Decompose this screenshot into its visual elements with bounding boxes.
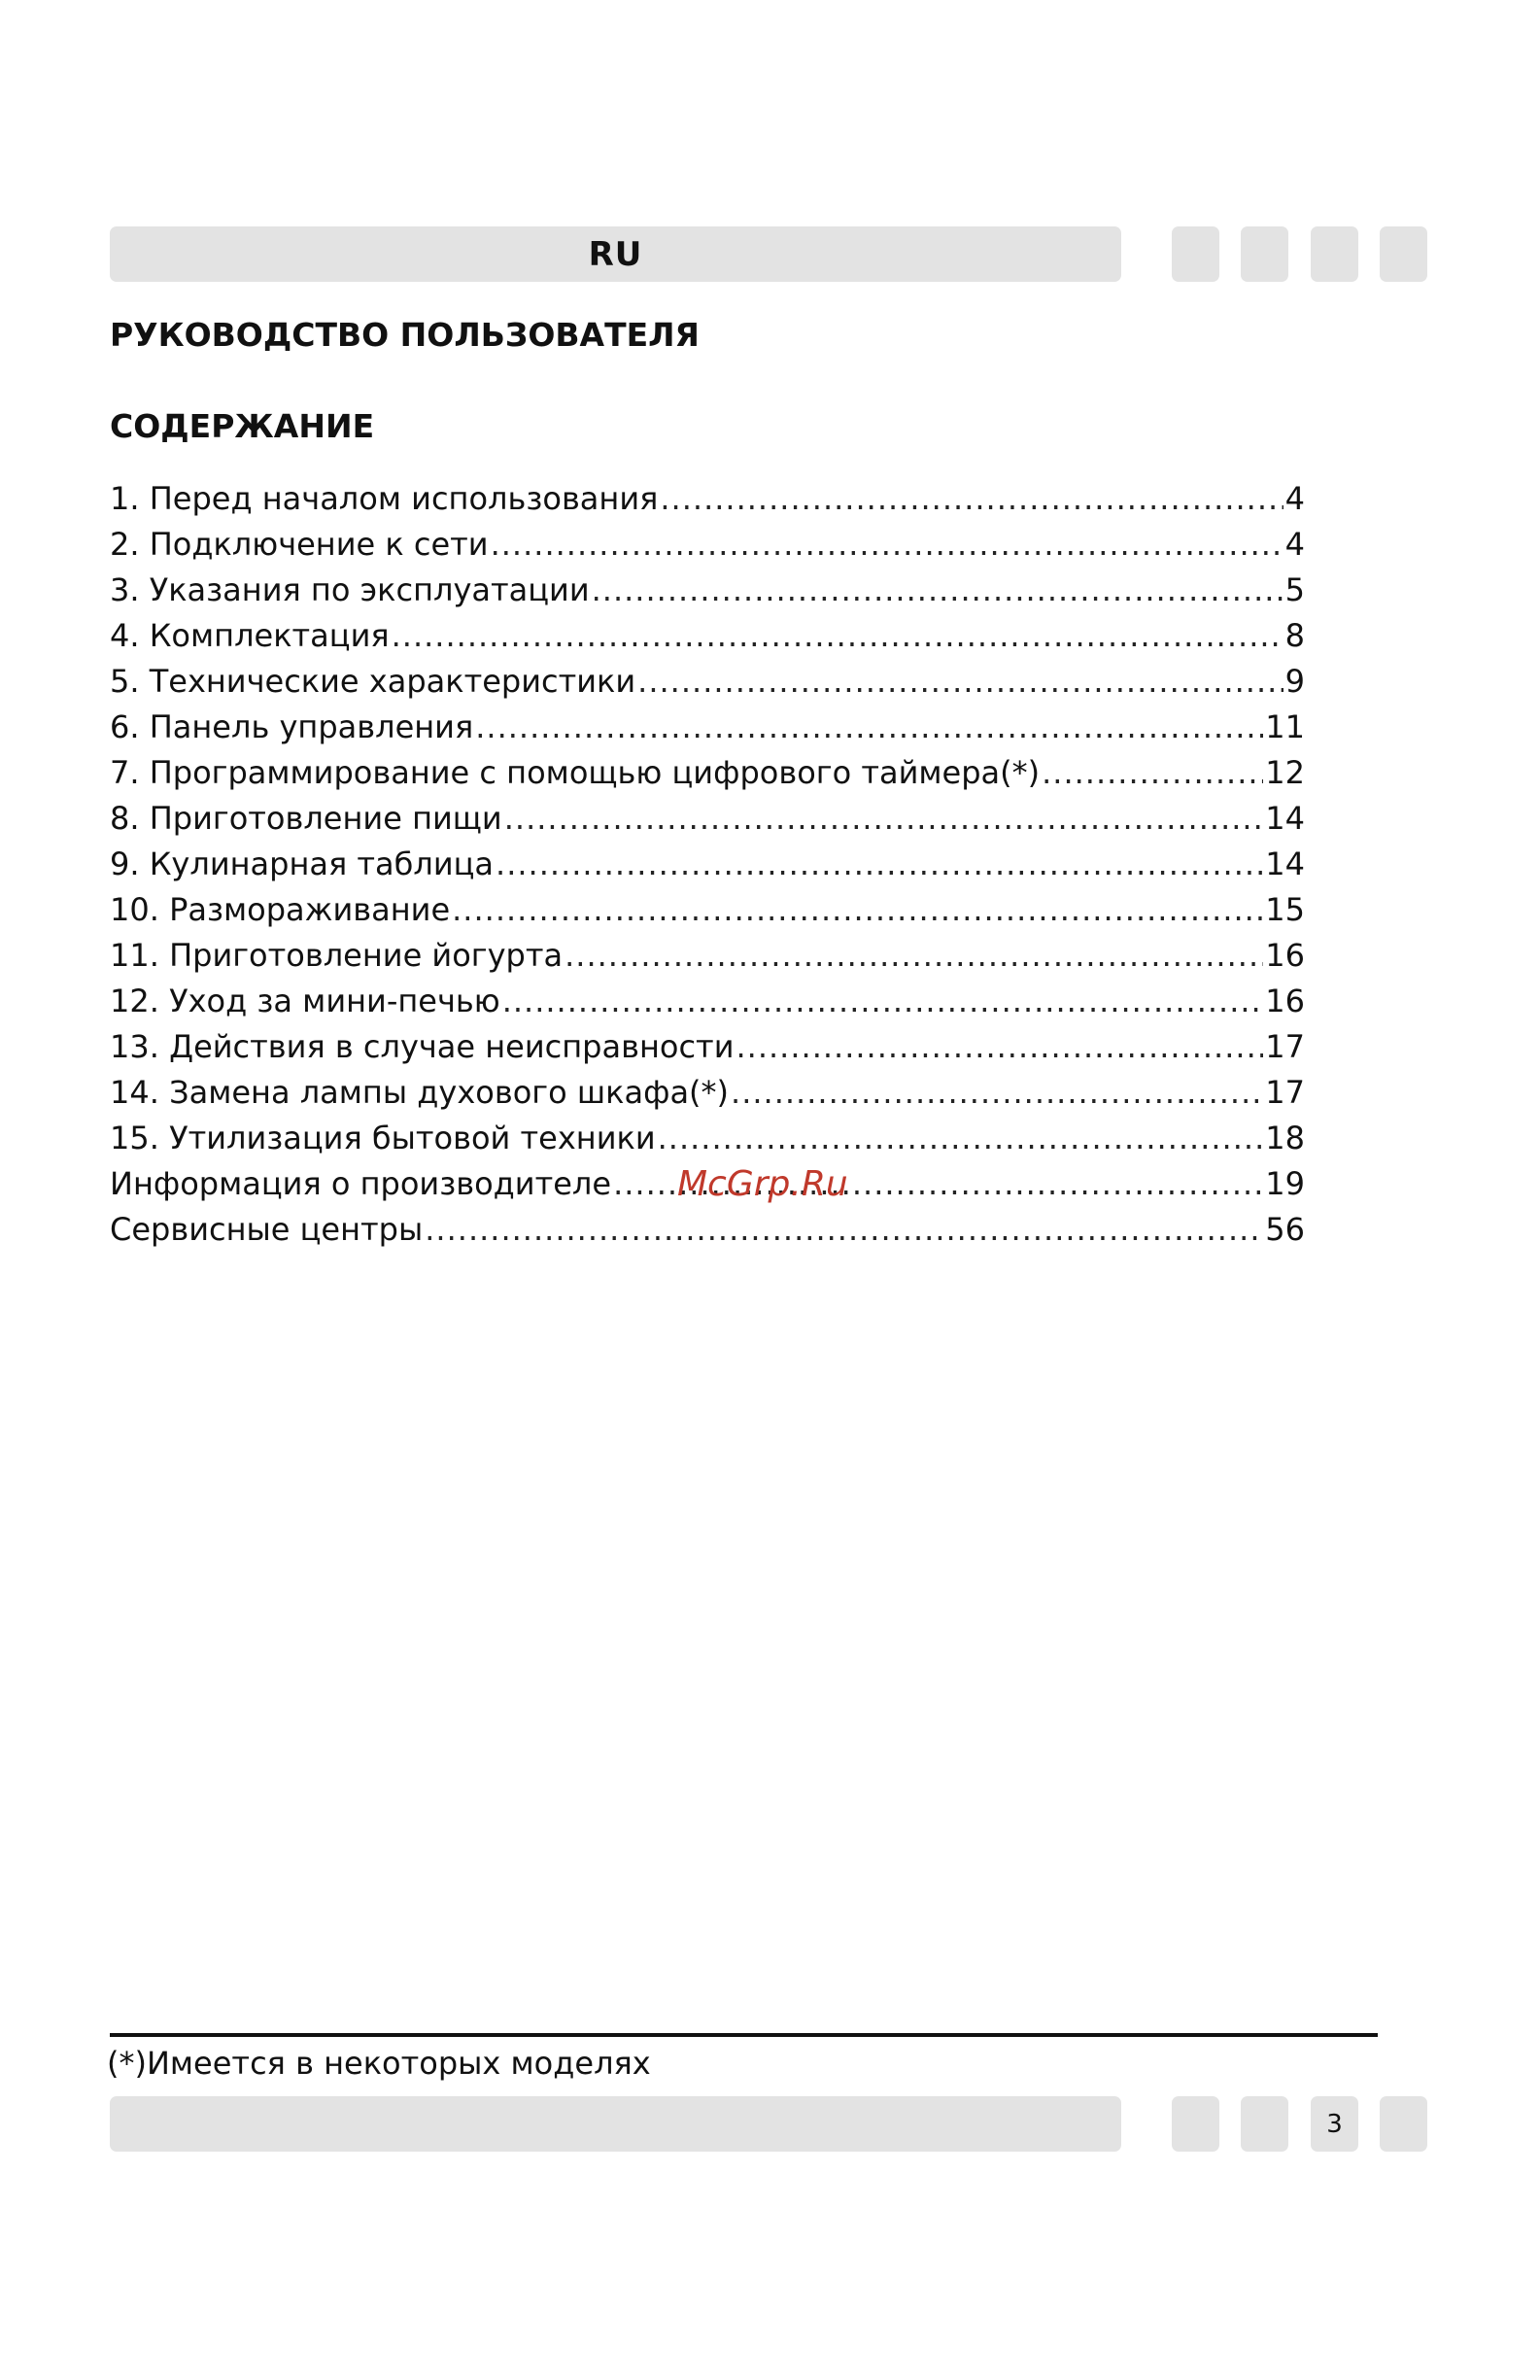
toc-entry-label: 12. Уход за мини-печью	[110, 983, 500, 1019]
toc-entry	[110, 522, 1305, 568]
footer-tab-4	[1380, 2096, 1427, 2152]
toc-entry-label: Сервисные центры	[110, 1211, 424, 1248]
toc-entry-label: 8. Приготовление пищи	[110, 800, 502, 837]
footer-page-number-box	[1311, 2096, 1358, 2152]
toc-entry-label: 14. Замена лампы духового шкафа(*)	[110, 1074, 730, 1111]
toc-entry	[110, 796, 1305, 842]
toc-entry-page: 17	[1265, 1028, 1305, 1065]
toc-leader-dots	[491, 522, 1283, 568]
watermark: McGrp.Ru	[677, 1164, 848, 1204]
toc-entry	[110, 933, 1305, 979]
toc-entry-label: 2. Подключение к сети	[110, 526, 489, 563]
toc-entry-page: 19	[1265, 1165, 1305, 1202]
toc-entry-page: 12	[1265, 754, 1305, 791]
toc-entry	[110, 613, 1305, 659]
footer-tab-2	[1241, 2096, 1288, 2152]
footnote-divider	[110, 2033, 1378, 2037]
toc-leader-dots	[565, 933, 1263, 979]
toc-entry	[110, 1070, 1305, 1116]
toc-entry-label: Информация о производителе	[110, 1165, 612, 1202]
toc-entry-page: 14	[1265, 845, 1305, 882]
header-tab-2	[1241, 226, 1288, 282]
toc-entry-page: 5	[1284, 571, 1305, 608]
toc-entry	[110, 750, 1305, 796]
toc-entry-page: 4	[1284, 480, 1305, 517]
footnote: (*)Имеется в некоторых моделях	[107, 2045, 651, 2082]
language-code: RU	[588, 234, 643, 274]
page-number: 3	[1326, 2109, 1343, 2139]
toc-entry-page: 4	[1284, 526, 1305, 563]
toc-entry	[110, 568, 1305, 613]
toc-entry-page: 17	[1265, 1074, 1305, 1111]
toc-leader-dots	[392, 613, 1283, 659]
header-tab-4	[1380, 226, 1427, 282]
toc-entry-label: 9. Кулинарная таблица	[110, 845, 495, 882]
toc-entry-page: 14	[1265, 800, 1305, 837]
toc-leader-dots	[496, 842, 1263, 887]
toc-leader-dots	[592, 568, 1283, 613]
header-tab-3	[1311, 226, 1358, 282]
toc-entry-label: 11. Приготовление йогурта	[110, 937, 564, 974]
toc-entry	[110, 1207, 1305, 1253]
toc-leader-dots	[502, 979, 1264, 1024]
toc-entry	[110, 476, 1305, 522]
footer-tab-1	[1172, 2096, 1219, 2152]
toc-entry-label: 13. Действия в случае неисправности	[110, 1028, 735, 1065]
toc-entry-label: 3. Указания по эксплуатации	[110, 571, 590, 608]
toc-entry	[110, 979, 1305, 1024]
toc-entry-label: 4. Комплектация	[110, 617, 390, 654]
toc-entry-page: 11	[1265, 708, 1305, 745]
toc-entry	[110, 842, 1305, 887]
toc-entry-label: 1. Перед началом использования	[110, 480, 659, 517]
toc-entry-page: 8	[1284, 617, 1305, 654]
toc-entry	[110, 659, 1305, 705]
toc-leader-dots	[637, 659, 1283, 705]
toc-entry-page: 9	[1284, 663, 1305, 700]
footer-bar	[110, 2096, 1121, 2152]
toc-entry-page: 16	[1265, 983, 1305, 1019]
toc-entry-page: 16	[1265, 937, 1305, 974]
toc-entry	[110, 705, 1305, 750]
toc-entry-page: 15	[1265, 891, 1305, 928]
toc-leader-dots	[504, 796, 1264, 842]
toc-leader-dots	[660, 476, 1283, 522]
toc-leader-dots	[736, 1024, 1263, 1070]
toc-leader-dots	[1042, 750, 1263, 796]
table-of-contents	[110, 476, 1305, 1253]
toc-leader-dots	[425, 1207, 1263, 1253]
toc-entry-label: 10. Размораживание	[110, 891, 451, 928]
toc-entry	[110, 1024, 1305, 1070]
toc-entry-label: 6. Панель управления	[110, 708, 474, 745]
toc-leader-dots	[452, 887, 1263, 933]
toc-entry-label: 15. Утилизация бытовой техники	[110, 1120, 656, 1156]
document-title: РУКОВОДСТВО ПОЛЬЗОВАТЕЛЯ	[110, 316, 700, 354]
toc-entry-label: 5. Технические характеристики	[110, 663, 636, 700]
toc-entry-label: 7. Программирование с помощью цифрового таймера(*)	[110, 754, 1041, 791]
toc-entry	[110, 1116, 1305, 1161]
toc-entry	[110, 887, 1305, 933]
toc-entry-page: 18	[1265, 1120, 1305, 1156]
toc-entry-page: 56	[1265, 1211, 1305, 1248]
header-language-bar	[110, 226, 1121, 282]
header-tab-1	[1172, 226, 1219, 282]
toc-leader-dots	[731, 1070, 1263, 1116]
toc-leader-dots	[658, 1116, 1264, 1161]
contents-heading: СОДЕРЖАНИЕ	[110, 407, 375, 445]
toc-leader-dots	[475, 705, 1263, 750]
